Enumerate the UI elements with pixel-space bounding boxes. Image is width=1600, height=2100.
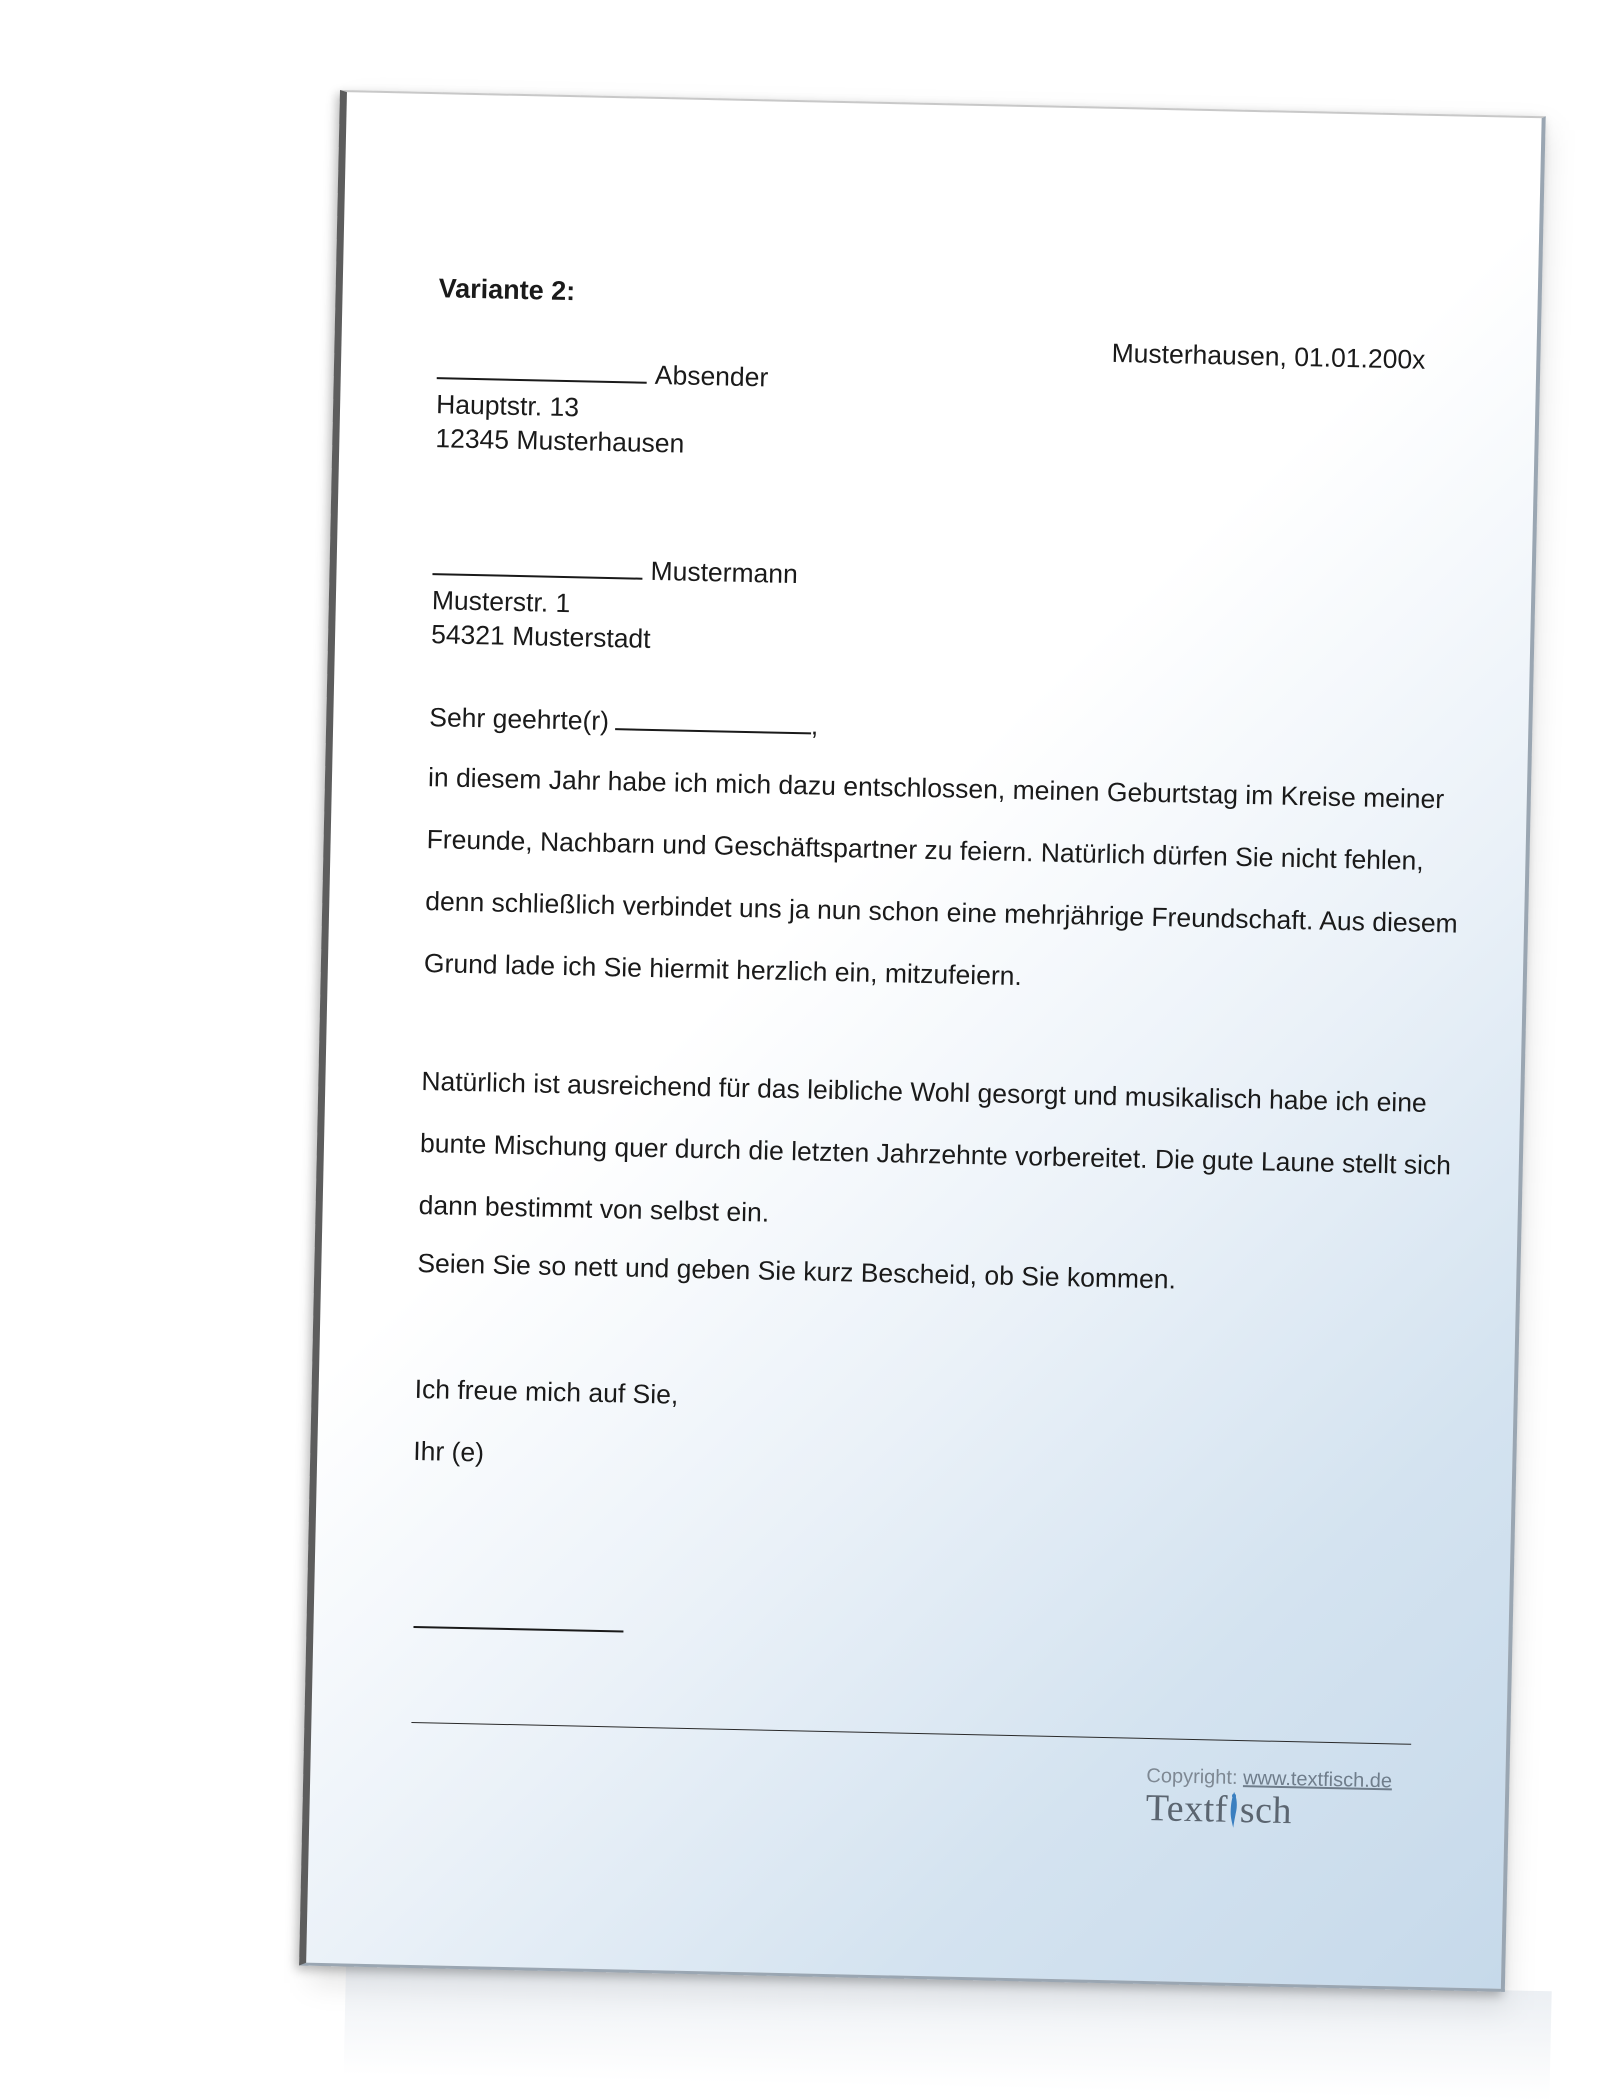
recipient-address [431,550,953,663]
paragraph-line: denn schließlich verbindet uns ja nun schon eine mehrjährige Freundschaft. Aus diesem [425,886,1459,939]
recipient-name: Mustermann [650,555,799,590]
footer-divider [411,1722,1411,1745]
paragraph-invitation [423,746,1459,1016]
sender-address [435,354,957,467]
paragraph-line: Natürlich ist ausreichend für das leibliche Wohl gesorgt und musikalisch habe ich eine [421,1066,1428,1118]
brand-text-start: Textf [1145,1786,1229,1831]
letter-date: Musterhausen, 01.01.200x [1111,337,1426,375]
paragraph-line: Freunde, Nachbarn und Geschäftspartner zu feiern. Natürlich dürfen Sie nicht fehlen, [426,824,1425,876]
brand-text-end: sch [1239,1789,1293,1833]
paragraph-line: in diesem Jahr habe ich mich dazu entschlossen, meinen Geburtstag im Kreise meiner [427,762,1445,815]
signature-line [413,1626,623,1633]
recipient-city: 54321 Musterstadt [430,619,651,654]
paragraph-line: dann bestimmt von selbst ein. [418,1189,770,1228]
paragraph-line: Seien Sie so nett und geben Sie kurz Bescheid, ob Sie kommen. [417,1247,1177,1295]
paragraph-catering [418,1050,1452,1258]
textfisch-logo [1145,1788,1292,1831]
variant-heading: Variante 2: [438,273,576,307]
recipient-name-blank [432,551,642,580]
salutation-comma: , [810,710,819,741]
fish-icon [1227,1790,1240,1830]
paragraph-line: Grund lade ich Sie hiermit herzlich ein, mitzufeiern. [423,948,1023,992]
letter-content [413,94,1459,1833]
salutation-blank [615,706,811,734]
sender-name-blank [437,355,647,384]
sender-street: Hauptstr. 13 [435,389,580,423]
salutation: Sehr geehrte(r) [429,702,610,737]
recipient-street: Musterstr. 1 [431,585,571,619]
paragraph-line: bunte Mischung quer durch die letzten Jahrzehnte vorbereitet. Die gute Laune stellt sich [419,1128,1452,1181]
signoff-text: Ihr (e) [413,1435,485,1468]
copyright-link[interactable]: www.textfisch.de [1242,1767,1393,1793]
closing-text: Ich freue mich auf Sie, [414,1373,679,1410]
closing [413,1358,1425,1504]
sender-name: Absender [654,359,769,393]
copyright-label: Copyright: [1146,1764,1238,1789]
sender-city: 12345 Musterhausen [435,423,685,459]
letter-page [299,90,1546,1992]
